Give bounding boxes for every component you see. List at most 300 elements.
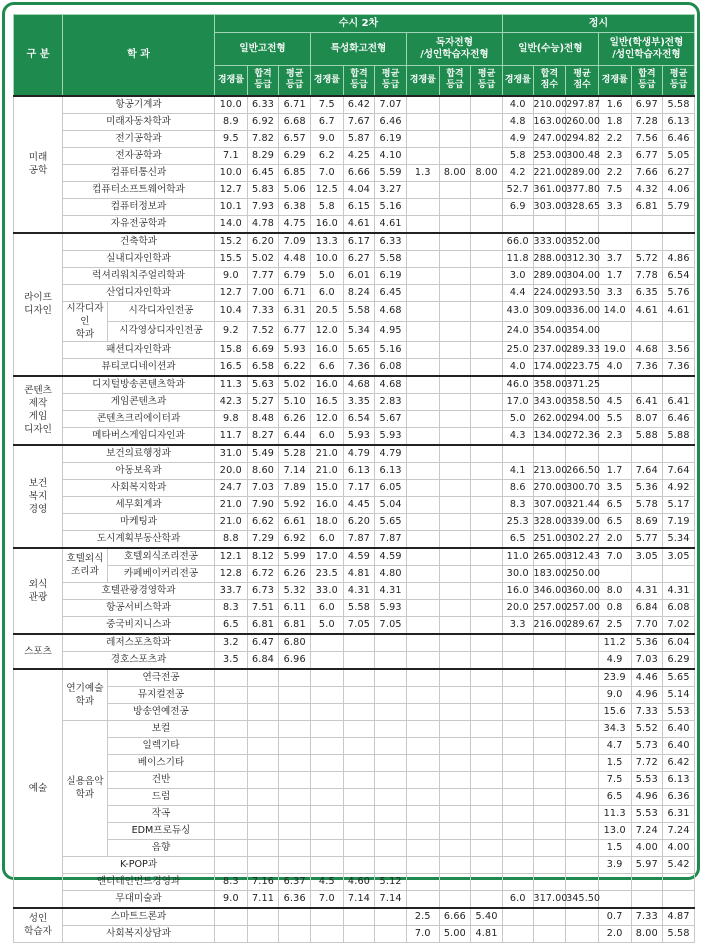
value-cell: 358.50 [566,393,599,410]
value-cell: 3.7 [598,250,631,267]
value-cell: 4.7 [598,737,631,754]
value-cell: 7.5 [311,96,344,114]
value-cell [406,358,439,376]
value-cell [663,565,695,582]
value-cell: 7.56 [631,130,663,147]
value-cell [533,737,566,754]
value-cell [247,669,279,687]
value-cell [663,873,695,890]
value-cell [279,908,311,926]
value-cell [566,215,599,233]
value-cell [471,147,503,164]
value-cell: 5.06 [279,181,311,198]
value-cell: 11.7 [215,427,248,445]
admission-results-table [13,14,695,943]
subheader-competition: 경쟁률 [502,66,533,96]
value-cell: 6.22 [279,358,311,376]
value-cell: 6.33 [247,96,279,114]
value-cell [439,267,471,284]
value-cell: 6.61 [279,513,311,530]
value-cell: 270.00 [533,479,566,496]
value-cell: 4.9 [502,130,533,147]
value-cell [439,130,471,147]
value-cell: 2.0 [598,530,631,548]
value-cell [566,720,599,737]
value-cell [311,822,344,839]
value-cell: 328.00 [533,513,566,530]
value-cell [311,737,344,754]
value-cell: 8.6 [502,479,533,496]
value-cell [311,788,344,805]
value-cell: 9.0 [215,890,248,908]
table-row [14,410,695,427]
value-cell: 213.00 [533,462,566,479]
group-label: 미래 공학 [14,96,63,233]
value-cell: 7.28 [631,113,663,130]
department-name: 산업디자인학과 [62,284,214,301]
value-cell: 6.29 [279,147,311,164]
value-cell [375,771,407,788]
value-cell: 3.3 [598,284,631,301]
value-cell: 11.2 [598,634,631,652]
value-cell [343,651,375,669]
value-cell: 312.30 [566,250,599,267]
value-cell [247,925,279,942]
value-cell [631,873,663,890]
value-cell: 5.93 [343,427,375,445]
value-cell [566,737,599,754]
value-cell: 9.0 [215,267,248,284]
value-cell [279,771,311,788]
sub-department-label: 호텔외식 조리과 [62,548,107,583]
value-cell: 6.92 [247,113,279,130]
table-row [14,233,695,251]
value-cell: 6.73 [247,582,279,599]
value-cell: 5.27 [247,393,279,410]
value-cell [471,215,503,233]
value-cell: 5.93 [279,341,311,358]
value-cell [311,754,344,771]
value-cell [533,925,566,942]
value-cell [279,754,311,771]
value-cell: 7.24 [631,822,663,839]
department-name: 시각디자인전공 [107,301,214,321]
table-row [14,925,695,942]
value-cell [406,720,439,737]
value-cell: 4.75 [279,215,311,233]
value-cell: 46.0 [502,376,533,394]
value-cell: 14.0 [215,215,248,233]
value-cell [598,890,631,908]
value-cell [439,754,471,771]
value-cell [502,651,533,669]
value-cell [406,565,439,582]
table-row [14,686,695,703]
value-cell: 7.0 [311,164,344,181]
value-cell: 5.93 [375,427,407,445]
value-cell [343,686,375,703]
value-cell: 6.54 [663,267,695,284]
value-cell [406,754,439,771]
value-cell: 2.5 [598,616,631,634]
value-cell: 6.92 [279,530,311,548]
value-cell: 6.33 [375,233,407,251]
value-cell [247,686,279,703]
value-cell: 8.69 [631,513,663,530]
value-cell [439,198,471,215]
value-cell: 6.7 [311,113,344,130]
value-cell: 221.00 [533,164,566,181]
value-cell: 251.00 [533,530,566,548]
value-cell [439,686,471,703]
department-name: 호텔외식조리전공 [107,548,214,566]
value-cell [439,496,471,513]
department-name: 항공기계과 [62,96,214,114]
value-cell: 3.27 [375,181,407,198]
value-cell: 5.04 [375,496,407,513]
value-cell: 223.75 [566,358,599,376]
value-cell [375,805,407,822]
value-cell: 16.0 [311,341,344,358]
value-cell [502,908,533,926]
value-cell: 24.0 [502,321,533,341]
value-cell: 174.00 [533,358,566,376]
table-row [14,376,695,394]
value-cell [439,462,471,479]
value-cell: 317.00 [533,890,566,908]
subheader-competition: 경쟁률 [311,66,344,96]
value-cell [311,771,344,788]
value-cell [471,771,503,788]
value-cell: 5.0 [311,267,344,284]
value-cell [471,445,503,463]
value-cell: 7.14 [375,890,407,908]
value-cell [406,669,439,687]
value-cell [471,634,503,652]
sub-department-label: 연기예술 학과 [62,669,107,721]
table-row [14,393,695,410]
value-cell: 4.8 [502,113,533,130]
value-cell [533,720,566,737]
value-cell: 21.0 [215,496,248,513]
department-name: 레저스포츠학과 [62,634,214,652]
value-cell: 4.92 [663,479,695,496]
value-cell [406,737,439,754]
value-cell: 8.60 [247,462,279,479]
department-name: 중국비지니스과 [62,616,214,634]
value-cell: 237.00 [533,341,566,358]
value-cell [471,873,503,890]
value-cell: 6.27 [663,164,695,181]
value-cell: 5.32 [279,582,311,599]
value-cell: 4.60 [343,873,375,890]
value-cell: 6.9 [502,198,533,215]
value-cell: 10.1 [215,198,248,215]
value-cell: 4.04 [343,181,375,198]
value-cell [502,703,533,720]
value-cell: 6.5 [502,530,533,548]
value-cell: 352.00 [566,233,599,251]
value-cell: 6.58 [247,358,279,376]
value-cell [406,301,439,321]
department-name: 건축학과 [62,233,214,251]
header-jeongsi: 정시 [502,15,694,33]
value-cell: 360.00 [566,582,599,599]
value-cell [215,686,248,703]
department-name: 베이스기타 [107,754,214,771]
value-cell: 66.0 [502,233,533,251]
value-cell: 260.00 [566,113,599,130]
value-cell: 12.7 [215,181,248,198]
value-cell [215,805,248,822]
department-name: 콘텐츠크리에이터과 [62,410,214,427]
value-cell: 8.29 [247,147,279,164]
value-cell: 4.00 [631,839,663,856]
department-name: 전기공학과 [62,130,214,147]
value-cell: 8.24 [343,284,375,301]
value-cell: 5.0 [311,616,344,634]
value-cell: 5.78 [631,496,663,513]
table-row [14,284,695,301]
value-cell [566,703,599,720]
subheader-pass_grade: 합격 등급 [247,66,279,96]
value-cell: 4.31 [343,582,375,599]
value-cell: 7.52 [247,321,279,341]
value-cell: 13.0 [598,822,631,839]
value-cell [663,215,695,233]
value-cell [598,445,631,463]
value-cell: 5.0 [502,410,533,427]
value-cell: 5.59 [375,164,407,181]
value-cell: 294.82 [566,130,599,147]
value-cell [533,873,566,890]
value-cell [598,376,631,394]
value-cell [311,634,344,652]
value-cell [439,445,471,463]
value-cell: 6.54 [343,410,375,427]
value-cell: 8.8 [215,530,248,548]
value-cell: 4.80 [375,565,407,582]
value-cell: 23.5 [311,565,344,582]
department-name: 세무회계과 [62,496,214,513]
value-cell: 6.2 [311,147,344,164]
value-cell: 4.4 [502,284,533,301]
value-cell: 5.79 [663,198,695,215]
value-cell: 12.8 [215,565,248,582]
value-cell: 6.31 [663,805,695,822]
value-cell [439,822,471,839]
value-cell: 6.15 [343,198,375,215]
value-cell: 1.7 [598,462,631,479]
value-cell [311,908,344,926]
value-cell [343,703,375,720]
value-cell: 15.0 [311,479,344,496]
value-cell: 5.5 [598,410,631,427]
header-jeongsi-record: 일반(학생부)전형 /성인학습자전형 [598,33,694,66]
value-cell: 4.31 [663,582,695,599]
value-cell [471,839,503,856]
value-cell [471,548,503,566]
table-row [14,822,695,839]
value-cell: 8.00 [439,164,471,181]
value-cell: 7.33 [631,908,663,926]
value-cell [311,686,344,703]
value-cell: 289.00 [566,164,599,181]
value-cell: 14.0 [598,301,631,321]
value-cell [471,376,503,394]
value-cell: 4.61 [663,301,695,321]
value-cell: 4.79 [343,445,375,463]
value-cell [502,856,533,873]
value-cell: 5.14 [663,686,695,703]
value-cell: 8.3 [502,496,533,513]
value-cell: 6.40 [663,737,695,754]
value-cell [247,737,279,754]
value-cell: 5.34 [343,321,375,341]
value-cell: 5.93 [375,599,407,616]
value-cell: 3.05 [663,548,695,566]
value-cell [471,890,503,908]
value-cell: 7.72 [631,754,663,771]
value-cell: 7.03 [631,651,663,669]
value-cell: 4.68 [631,341,663,358]
value-cell: 10.0 [311,250,344,267]
value-cell [439,720,471,737]
value-cell: 11.3 [215,376,248,394]
value-cell: 6.5 [598,496,631,513]
value-cell [631,233,663,251]
value-cell: 7.77 [247,267,279,284]
value-cell [406,198,439,215]
value-cell: 12.0 [311,321,344,341]
value-cell: 8.27 [247,427,279,445]
value-cell [663,376,695,394]
table-row [14,513,695,530]
value-cell: 2.2 [598,164,631,181]
value-cell [215,771,248,788]
value-cell: 4.61 [343,215,375,233]
value-cell [439,479,471,496]
value-cell: 289.00 [533,267,566,284]
department-name: 컴퓨터통신과 [62,164,214,181]
value-cell: 7.87 [343,530,375,548]
value-cell: 6.0 [311,530,344,548]
value-cell [631,321,663,341]
value-cell [471,198,503,215]
table-row [14,720,695,737]
header-susi: 수시 2차 [215,15,503,33]
table-row [14,479,695,496]
value-cell [311,703,344,720]
value-cell: 5.16 [375,198,407,215]
value-cell: 4.0 [502,96,533,114]
value-cell: 7.66 [631,164,663,181]
value-cell: 6.77 [279,321,311,341]
value-cell: 3.5 [215,651,248,669]
value-cell: 4.59 [343,548,375,566]
value-cell: 5.10 [279,393,311,410]
value-cell [439,890,471,908]
value-cell: 15.8 [215,341,248,358]
value-cell [375,737,407,754]
value-cell: 358.00 [533,376,566,394]
value-cell: 8.0 [598,582,631,599]
value-cell: 304.00 [566,267,599,284]
value-cell: 250.00 [566,565,599,582]
value-cell [533,822,566,839]
table-row [14,341,695,358]
value-cell: 31.0 [215,445,248,463]
value-cell: 7.33 [247,301,279,321]
subheader-avg_grade: 평균 등급 [663,66,695,96]
value-cell [406,250,439,267]
value-cell: 16.5 [311,393,344,410]
value-cell [406,479,439,496]
value-cell [343,805,375,822]
value-cell: 6.37 [279,873,311,890]
value-cell: 134.00 [533,427,566,445]
value-cell: 3.3 [502,616,533,634]
value-cell [502,634,533,652]
value-cell [343,822,375,839]
value-cell: 6.85 [279,164,311,181]
value-cell [343,788,375,805]
value-cell: 7.36 [631,358,663,376]
value-cell: 1.6 [598,96,631,114]
value-cell: 3.5 [598,479,631,496]
value-cell: 1.8 [598,113,631,130]
value-cell: 7.51 [247,599,279,616]
value-cell [375,754,407,771]
value-cell: 5.52 [631,720,663,737]
value-cell: 3.0 [502,267,533,284]
value-cell [406,513,439,530]
value-cell [439,771,471,788]
value-cell: 262.00 [533,410,566,427]
value-cell [471,284,503,301]
department-name: 컴퓨터소프트웨어학과 [62,181,214,198]
value-cell: 2.5 [406,908,439,926]
value-cell: 8.3 [215,599,248,616]
value-cell [279,686,311,703]
value-cell: 5.34 [663,530,695,548]
value-cell [343,771,375,788]
subheader-avg_score: 평균 점수 [566,66,599,96]
value-cell: 4.3 [502,427,533,445]
value-cell: 300.70 [566,479,599,496]
value-cell [439,530,471,548]
value-cell: 7.89 [279,479,311,496]
value-cell: 4.0 [598,358,631,376]
value-cell [406,284,439,301]
value-cell [406,181,439,198]
value-cell: 13.3 [311,233,344,251]
value-cell: 7.78 [631,267,663,284]
value-cell [439,839,471,856]
value-cell: 6.72 [247,565,279,582]
value-cell: 7.5 [598,181,631,198]
value-cell: 4.10 [375,147,407,164]
value-cell: 7.36 [343,358,375,376]
value-cell: 354.00 [566,321,599,341]
value-cell: 7.05 [375,616,407,634]
value-cell [566,856,599,873]
value-cell: 6.05 [375,479,407,496]
value-cell: 6.13 [663,771,695,788]
value-cell: 8.00 [631,925,663,942]
value-cell [471,565,503,582]
value-cell: 6.40 [663,720,695,737]
